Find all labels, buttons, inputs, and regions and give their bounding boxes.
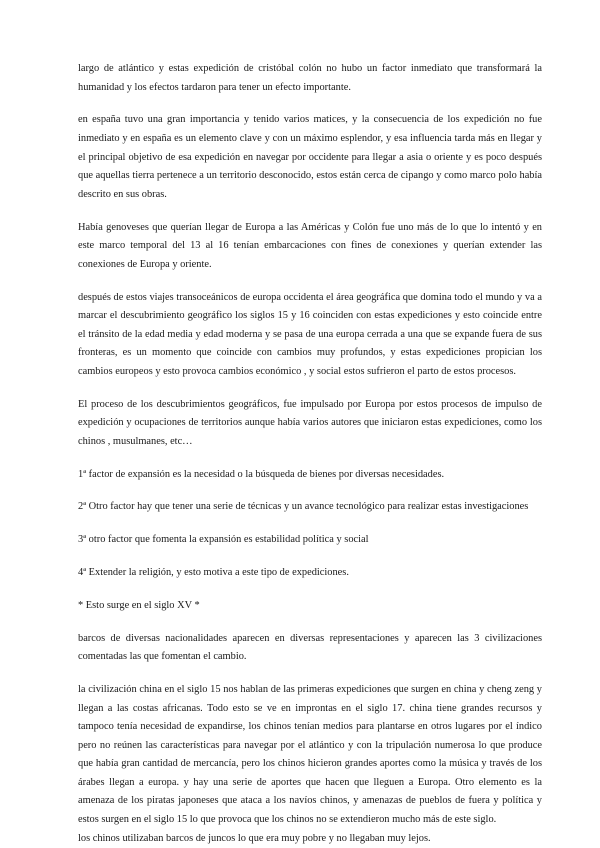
paragraph-junk-ships: los chinos utilizaban barcos de juncos lo que era muy pobre y no llegaban muy lejos. (78, 832, 431, 844)
factor-4: 4ª Extender la religión, y esto motiva a este tipo de expediciones. (78, 566, 349, 578)
paragraph-spain-importance: en españa tuvo una gran importancia y tenido varios matices, y la consecuencia de los expedición no fue inmediato y en españa es un elemento clave y con un máximo esplendor, y esa influencia tarda más en llegar y el principal objetivo de esa expedición en navegar por occidente para llegar a asia o oriente y es poco después que aquellas tierra pertenece a un territorio desconocido, estos están cerca de cipango y como marco polo había descrito en sus obras. (78, 114, 542, 200)
paragraph-china: la civilización china en el siglo 15 nos hablan de las primeras expediciones que surgen en china y cheng zeng y llegan a las costas africanas. Todo esto se ve en improntas en el siglo 17. china tiene grandes recursos y tampoco tenía necesidad de expandirse, los chinos tenían medios para plantarse en otros lugares por el índico pero no reúnen las características para navegar por el atlántico y con la tripulación numerosa lo que produce que había gran cantidad de mercancía, pero los chinos hicieron grandes aportes como la música y través de los árabes llegan a europa. y hay una serie de aportes que hacen que lleguen a Europa. Otro elemento es la amenaza de los piratas japoneses que ataca a los navíos chinos, y amenazas de pueblos de fuera y política y estos surgen en el siglo 15 lo que provoca que los chinos no se extendieron mucho más de este siglo. (78, 683, 542, 826)
century-note: * Esto surge en el siglo XV * (78, 599, 200, 611)
paragraph-discovery-process: El proceso de los descubrimientos geográficos, fue impulsado por Europa por estos procesos de impulso de expedición y ocupaciones de territorios aunque había varios autores que iniciaron estas expediciones, como los chinos , musulmanes, etc… (78, 398, 542, 447)
paragraph-transoceanic-voyages: después de estos viajes transoceánicos de europa occidenta el área geográfica que domina todo el mundo y va a marcar el descubrimiento geográfico los siglos 15 y 16 coinciden con estas expediciones y esto coincide entre el tránsito de la edad media y edad moderna y se pasa de una europa cerrada a una que se expande fuera de sus fronteras, es un momento que coincide con cambios muy profundos, y estas expediciones propician los cambios europeos y esto provoca cambios económico , y social estos sufrieron el parto de estos procesos. (78, 291, 542, 377)
paragraph-genoese: Había genoveses que querían llegar de Europa a las Américas y Colón fue uno más de lo que lo intentó y en este marco temporal del 13 al 16 tenían embarcaciones con fines de conexiones y querían extender las conexiones de Europa y oriente. (78, 221, 542, 270)
paragraph-colon-expedition: largo de atlántico y estas expedición de cristóbal colón no hubo un factor inmediato que transformará la humanidad y los efectos tardaron para tener un efecto importante. (78, 63, 542, 93)
factor-1: 1ª factor de expansión es la necesidad o la búsqueda de bienes por diversas necesidades. (78, 468, 445, 480)
factor-3: 3ª otro factor que fomenta la expansión es estabilidad política y social (78, 534, 369, 546)
factor-2: 2ª Otro factor hay que tener una serie de técnicas y un avance tecnológico para realizar estas investigaciones (78, 501, 529, 513)
paragraph-ships: barcos de diversas nacionalidades aparecen en diversas representaciones y aparecen las 3 civilizaciones comentadas las que fomentan el cambio. (78, 632, 542, 663)
